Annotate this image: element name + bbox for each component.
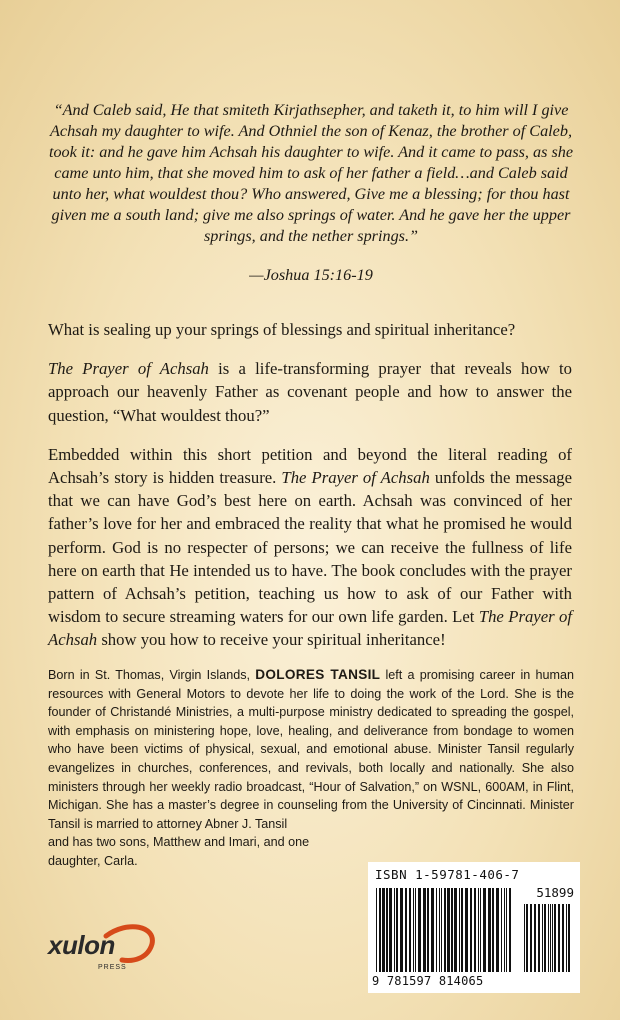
barcode-bar bbox=[418, 888, 421, 972]
addon-bar bbox=[542, 904, 543, 972]
barcode-bar bbox=[483, 888, 486, 972]
barcode-bar bbox=[441, 888, 442, 972]
addon-bar bbox=[550, 904, 551, 972]
barcode-bar bbox=[454, 888, 457, 972]
addon-bar bbox=[552, 904, 553, 972]
barcode-bar bbox=[400, 888, 403, 972]
barcode-bar bbox=[509, 888, 511, 972]
bio-intro: Born in St. Thomas, Virgin Islands, bbox=[48, 668, 256, 682]
barcode-bar bbox=[423, 888, 426, 972]
book-description bbox=[48, 318, 572, 668]
barcode-bar bbox=[394, 888, 395, 972]
addon-bar bbox=[562, 904, 564, 972]
addon-bar bbox=[534, 904, 536, 972]
book-title: The Prayer of Achsah bbox=[48, 607, 572, 650]
barcode-bar bbox=[386, 888, 388, 972]
bio-tail: and has two sons, Matthew and Imari, and one daughter, Carla. bbox=[48, 835, 310, 868]
blurb-paragraph-1-text: is a life-transforming prayer that reveals how to approach our heavenly Father as covenant people and how to answer the question, “What wouldest thou?” bbox=[48, 359, 572, 425]
barcode-bar bbox=[501, 888, 502, 972]
blurb-question: What is sealing up your springs of blessings and spiritual inheritance? bbox=[48, 320, 516, 339]
addon-bar bbox=[548, 904, 549, 972]
barcode-bar bbox=[427, 888, 429, 972]
barcode-bar bbox=[376, 888, 377, 972]
barcode-bar bbox=[470, 888, 472, 972]
author-name: DOLORES TANSIL bbox=[255, 667, 381, 682]
barcode-bar bbox=[444, 888, 446, 972]
blurb-paragraph-1 bbox=[48, 357, 572, 427]
bio-body: left a promising career in human resources with General Motors to devote her life to doing the work of the Lord. She is the founder of Christandé Ministries, a multi-purpose ministry dedicated to spreading the gospel, with emphasis on ministering hope, love, healing, and deliverance from bondage to women who have been victims of physical, sexual, and emotional abuse. Minister Tansil regularly evangelizes in churches, conferences, and revivals, both locally and nationally. She also ministers through her weekly radio broadcast, “Hour of Salvation,” on WSNL, 600AM, in Flint, Michigan. She has a master’s degree in counseling from the University of Cincinnati. Minister Tansil is married to attorney Abner J. Tansil bbox=[48, 668, 574, 831]
ean-number: 9 781597 814065 bbox=[372, 974, 484, 988]
isbn-number: ISBN 1-59781-406-7 bbox=[375, 867, 520, 882]
addon-bar bbox=[538, 904, 540, 972]
barcode-bar bbox=[413, 888, 414, 972]
addon-bar bbox=[544, 904, 546, 972]
barcode-bar bbox=[415, 888, 416, 972]
addon-bar bbox=[554, 904, 556, 972]
addon-bar bbox=[524, 904, 525, 972]
barcode-bar bbox=[431, 888, 434, 972]
barcode-bar bbox=[405, 888, 407, 972]
quote-reference: —Joshua 15:16-19 bbox=[249, 266, 373, 284]
barcode-bar bbox=[496, 888, 499, 972]
barcode-bar bbox=[480, 888, 481, 972]
barcode-bar bbox=[379, 888, 381, 972]
barcode-bar bbox=[474, 888, 476, 972]
publisher-logo bbox=[48, 918, 158, 980]
blurb-paragraph-2-part-b: unfolds the message that we can have God’s best here on earth. Achsah was convinced of her father’s love for her and embraced the reality that what he promised he would perform. God is no respecter of persons; we can receive the fullness of life here on earth that He intended us to have. The book concludes with the prayer pattern of Achsah’s petition, teaching us how to ask of our Father with wisdom to secure streaming waters for our own life garden. Let bbox=[48, 468, 572, 627]
barcode-bar bbox=[488, 888, 491, 972]
barcode-bar bbox=[447, 888, 450, 972]
addon-bar bbox=[568, 904, 570, 972]
price-addon: 51899 bbox=[536, 885, 574, 900]
blurb-paragraph-2 bbox=[48, 443, 572, 652]
author-bio bbox=[48, 666, 574, 871]
barcode-bar bbox=[439, 888, 440, 972]
barcode-bar bbox=[436, 888, 437, 972]
barcode-bar bbox=[478, 888, 479, 972]
barcode-bar bbox=[504, 888, 505, 972]
blurb-paragraph-2-part-c: show you how to receive your spiritual inheritance! bbox=[97, 630, 446, 650]
logo-press-label: PRESS bbox=[98, 964, 127, 971]
addon-bar bbox=[530, 904, 532, 972]
barcode-bar bbox=[492, 888, 494, 972]
book-title: The Prayer of Achsah bbox=[281, 468, 430, 488]
barcode-bar bbox=[506, 888, 507, 972]
barcode-bar bbox=[459, 888, 460, 972]
blurb-paragraph-2-part-a: Embedded within this short petition and beyond the literal reading of Achsah’s story is hidden treasure. bbox=[48, 444, 572, 488]
barcode-bar bbox=[396, 888, 398, 972]
barcode-bar bbox=[451, 888, 453, 972]
barcode-bar bbox=[382, 888, 385, 972]
barcode-bar bbox=[461, 888, 463, 972]
scripture-quote bbox=[44, 100, 578, 286]
addon-bar bbox=[526, 904, 528, 972]
barcode-bar bbox=[465, 888, 468, 972]
book-title: The Prayer of Achsah bbox=[48, 359, 209, 379]
barcode-bar bbox=[389, 888, 392, 972]
addon-bar bbox=[558, 904, 560, 972]
author-bio-main bbox=[48, 666, 574, 833]
barcode-bar bbox=[409, 888, 411, 972]
logo-wordmark: xulon bbox=[48, 930, 115, 960]
addon-bar bbox=[566, 904, 567, 972]
isbn-barcode bbox=[368, 862, 580, 993]
quote-text: “And Caleb said, He that smiteth Kirjathsepher, and taketh it, to him will I give Achsah my daughter to wife. And Othniel the son of Kenaz, the brother of Caleb, took it: and he gave him Achsah his daughter to wife. And it came to pass, as she came unto him, that she moved him to ask of her father a field…and Caleb said unto her, what wouldest thou? Who answered, Give me a blessing; for thou hast given me a south land; give me also springs of water. And he gave her the upper springs, and the nether springs.” bbox=[48, 101, 574, 245]
